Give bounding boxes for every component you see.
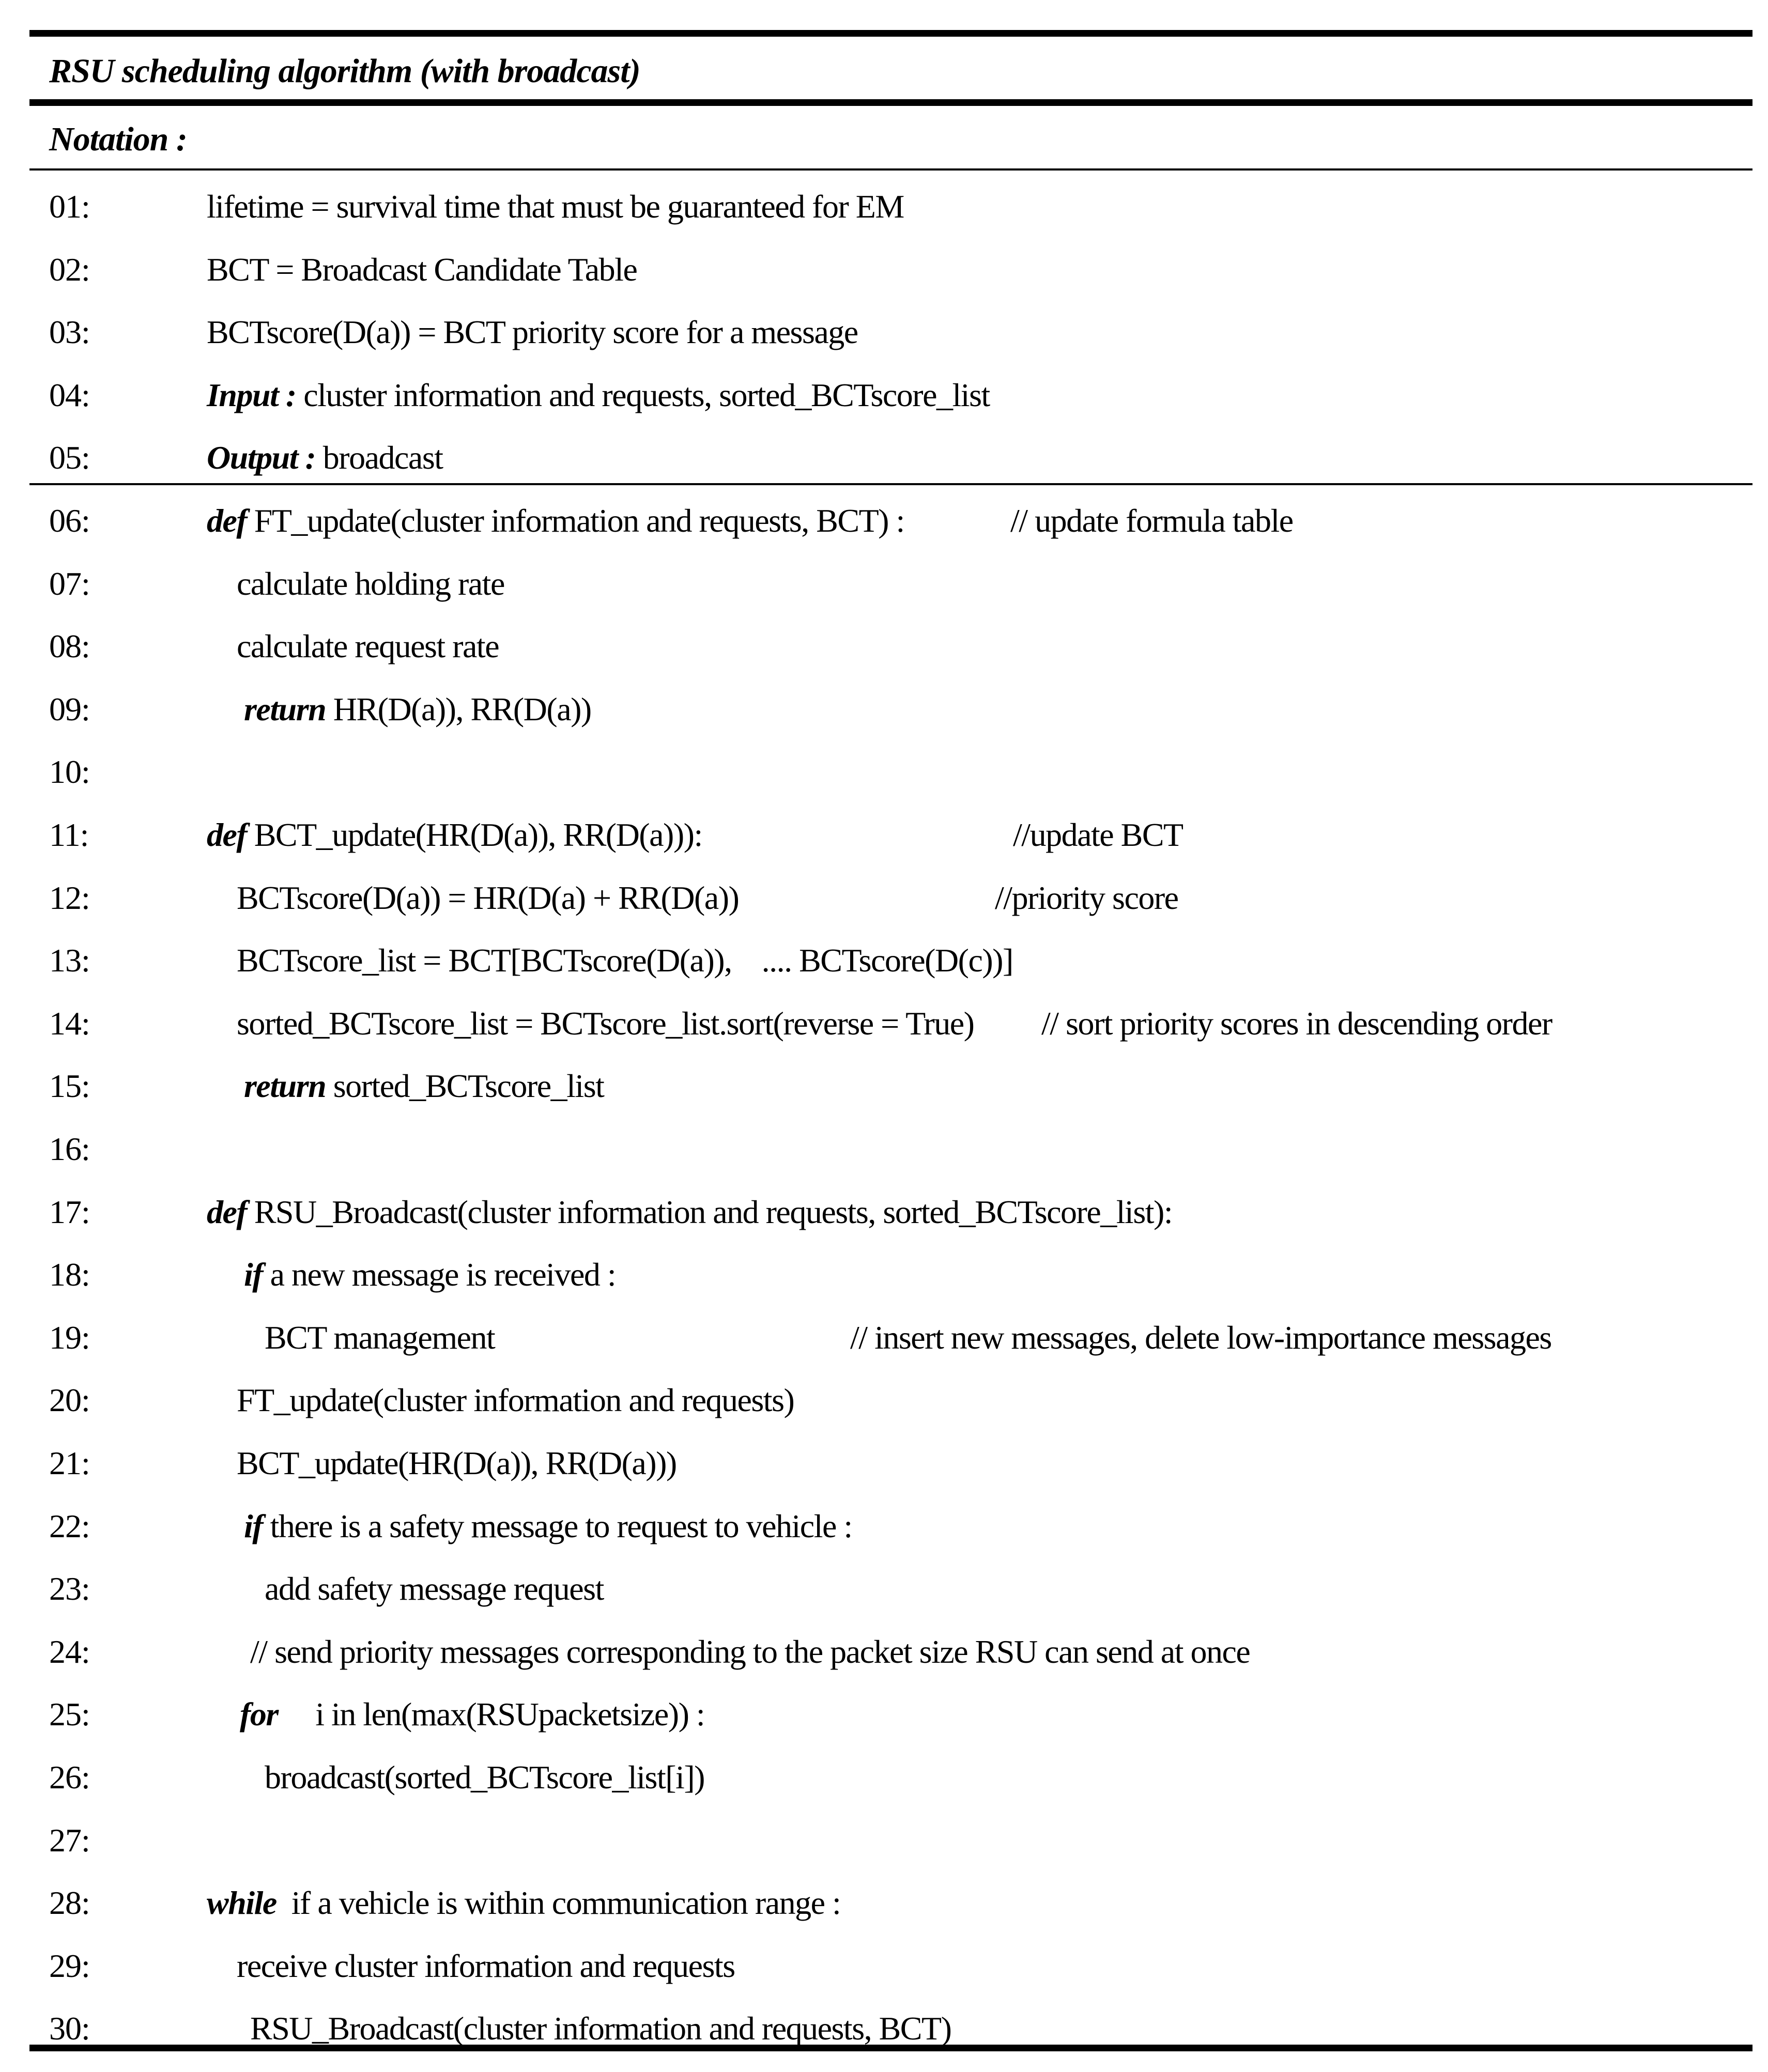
- keyword: def: [207, 502, 247, 539]
- line-text: BCT = Broadcast Candidate Table: [207, 251, 637, 288]
- algorithm-line: [0, 500, 1768, 563]
- line-number: 08:: [49, 628, 90, 665]
- line-number: 17:: [49, 1193, 90, 1230]
- line-code: [244, 1254, 616, 1295]
- algorithm-line: [0, 186, 1768, 249]
- algorithm-line: [0, 2008, 1768, 2070]
- line-code: [237, 1380, 794, 1421]
- line-text: broadcast(sorted_BCTscore_list[i]): [265, 1759, 704, 1796]
- line-number: 02:: [49, 251, 90, 288]
- algorithm-line: [0, 1065, 1768, 1128]
- algorithm-line: [0, 940, 1768, 1002]
- line-number: 01:: [49, 188, 90, 225]
- line-text: BCTscore(D(a)) = BCT priority score for a message: [207, 314, 858, 350]
- algorithm-line: [0, 877, 1768, 940]
- line-number: 09:: [49, 690, 90, 728]
- algorithm-line: [0, 1506, 1768, 1568]
- line-code: [207, 814, 702, 856]
- line-code: [265, 1317, 495, 1358]
- line-code: [237, 626, 499, 667]
- keyword: while: [207, 1884, 276, 1922]
- line-number: 23:: [49, 1570, 90, 1607]
- line-code: [244, 689, 591, 730]
- algorithm-line: [0, 1694, 1768, 1756]
- line-text: RSU_Broadcast(cluster information and requests, BCT): [250, 2010, 951, 2047]
- line-number: 24:: [49, 1633, 90, 1670]
- algorithm-line: [0, 312, 1768, 374]
- line-number: 25:: [49, 1696, 90, 1733]
- line-code: [265, 1568, 604, 1610]
- line-text: there is a safety message to request to vehicle :: [263, 1507, 852, 1544]
- line-number: 16:: [49, 1131, 90, 1167]
- line-code: [207, 375, 990, 416]
- keyword: if: [244, 1256, 263, 1293]
- algorithm-line: [0, 689, 1768, 751]
- algorithm-line: [0, 1003, 1768, 1065]
- keyword: return: [244, 690, 326, 728]
- algorithm-line: [0, 1192, 1768, 1254]
- algorithm-line: [0, 1945, 1768, 2008]
- line-code: [244, 1065, 604, 1107]
- line-text: broadcast: [315, 439, 443, 476]
- algorithm-line: [0, 437, 1768, 500]
- line-code: [207, 437, 443, 478]
- line-number: 21:: [49, 1445, 90, 1481]
- keyword: def: [207, 1193, 247, 1230]
- line-number: 18:: [49, 1256, 90, 1293]
- line-number: 26:: [49, 1759, 90, 1796]
- algorithm-line: [0, 1631, 1768, 1694]
- algorithm-line: [0, 814, 1768, 877]
- keyword: return: [244, 1068, 326, 1105]
- line-code: [207, 1882, 840, 1924]
- line-text: a new message is received :: [263, 1256, 616, 1293]
- line-text: FT_update(cluster information and requests): [237, 1382, 794, 1419]
- line-comment: // insert new messages, delete low-importance messages: [850, 1319, 1551, 1356]
- line-number: 15:: [49, 1068, 90, 1105]
- line-number: 07:: [49, 565, 90, 602]
- line-text: sorted_BCTscore_list: [326, 1068, 604, 1105]
- line-number: 22:: [49, 1507, 90, 1544]
- algorithm-line: [0, 626, 1768, 688]
- line-code: [237, 563, 504, 605]
- line-number: 13:: [49, 942, 90, 979]
- algorithm-line: [0, 1443, 1768, 1505]
- line-text: lifetime = survival time that must be guaranteed for EM: [207, 188, 904, 225]
- line-text: // send priority messages corresponding to the packet size RSU can send at once: [250, 1633, 1250, 1670]
- algorithm-line: [0, 1568, 1768, 1631]
- line-text: if a vehicle is within communication range :: [276, 1884, 841, 1922]
- algorithm-line: [0, 249, 1768, 312]
- line-text: BCT_update(HR(D(a)), RR(D(a))): [237, 1445, 677, 1481]
- line-code: [237, 877, 739, 919]
- line-comment: // update formula table: [1010, 502, 1293, 539]
- keyword: if: [244, 1507, 263, 1544]
- line-comment: //update BCT: [1013, 816, 1183, 853]
- line-code: [237, 1003, 974, 1044]
- line-text: receive cluster information and requests: [237, 1947, 735, 1984]
- algorithm-line: [0, 751, 1768, 814]
- notation-rule: [29, 168, 1752, 171]
- title-rule: [29, 99, 1752, 106]
- line-number: 12:: [49, 879, 90, 916]
- line-code: [240, 1694, 704, 1735]
- line-number: 14:: [49, 1004, 90, 1042]
- line-code: [207, 249, 637, 290]
- line-text: calculate holding rate: [237, 565, 504, 602]
- line-text: BCT_update(HR(D(a)), RR(D(a))):: [247, 816, 702, 853]
- line-code: [265, 1757, 704, 1798]
- line-code: [237, 940, 1013, 981]
- keyword: Input :: [207, 376, 296, 413]
- line-comment: // sort priority scores in descending order: [1041, 1004, 1552, 1042]
- line-text: cluster information and requests, sorted_BCTscore_list: [296, 376, 990, 413]
- line-text: HR(D(a)), RR(D(a)): [326, 690, 591, 728]
- line-code: [207, 186, 904, 227]
- line-text: i in len(max(RSUpacketsize)) :: [278, 1696, 705, 1733]
- line-number: 29:: [49, 1947, 90, 1984]
- line-number: 19:: [49, 1319, 90, 1356]
- notation-label: Notation :: [49, 120, 187, 158]
- line-text: RSU_Broadcast(cluster information and requests, sorted_BCTscore_list):: [247, 1193, 1173, 1230]
- line-code: [250, 1631, 1250, 1673]
- line-code: [250, 2008, 951, 2049]
- line-number: 28:: [49, 1884, 90, 1922]
- line-text: calculate request rate: [237, 628, 499, 665]
- algorithm-line: [0, 1254, 1768, 1317]
- line-text: sorted_BCTscore_list = BCTscore_list.sort(reverse = True): [237, 1004, 974, 1042]
- line-number: 06:: [49, 502, 90, 539]
- line-number: 04:: [49, 376, 90, 413]
- line-number: 03:: [49, 314, 90, 350]
- line-text: BCTscore_list = BCT[BCTscore(D(a)), .... BCTscore(D(c))]: [237, 942, 1013, 979]
- line-number: 30:: [49, 2010, 90, 2047]
- line-comment: //priority score: [995, 879, 1178, 916]
- algorithm-line: [0, 1317, 1768, 1380]
- algorithm-title: RSU scheduling algorithm (with broadcast): [49, 52, 640, 90]
- line-text: BCTscore(D(a)) = HR(D(a) + RR(D(a)): [237, 879, 739, 916]
- algorithm-line: [0, 1882, 1768, 1945]
- line-code: [207, 312, 858, 353]
- keyword: def: [207, 816, 247, 853]
- algorithm-line: [0, 563, 1768, 626]
- line-code: [207, 500, 904, 542]
- algorithm-line: [0, 375, 1768, 437]
- line-number: 27:: [49, 1821, 90, 1859]
- line-code: [207, 1192, 1172, 1233]
- line-text: add safety message request: [265, 1570, 604, 1607]
- keyword: for: [240, 1696, 278, 1733]
- line-number: 05:: [49, 439, 90, 476]
- line-code: [237, 1945, 735, 1987]
- algorithm-line: [0, 1757, 1768, 1819]
- algorithm-line: [0, 1820, 1768, 1882]
- line-text: BCT management: [265, 1319, 495, 1356]
- line-number: 20:: [49, 1382, 90, 1419]
- line-code: [237, 1443, 677, 1484]
- line-number: 11:: [49, 816, 89, 853]
- keyword: Output :: [207, 439, 316, 476]
- top-rule: [29, 30, 1752, 37]
- algorithm-line: [0, 1380, 1768, 1442]
- line-text: FT_update(cluster information and requests, BCT) :: [247, 502, 904, 539]
- line-number: 10:: [49, 753, 90, 791]
- algorithm-line: [0, 1128, 1768, 1191]
- line-code: [244, 1506, 852, 1547]
